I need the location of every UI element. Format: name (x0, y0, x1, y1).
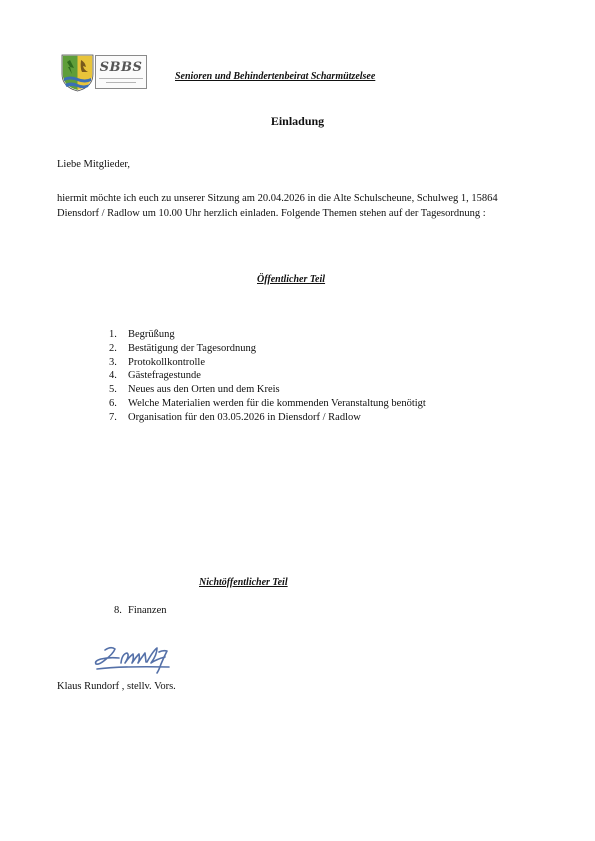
sbbs-logo-text: SBBS (99, 60, 143, 75)
agenda-item-text: Organisation für den 03.05.2026 in Diensdorf / Radlow (128, 411, 361, 423)
public-agenda-list (109, 328, 549, 425)
public-section-heading: Öffentlicher Teil (257, 274, 326, 285)
agenda-item-text: Neues aus den Orten und dem Kreis (128, 384, 280, 396)
invitation-body: hiermit möchte ich euch zu unserer Sitzung am 20.04.2026 in die Alte Schulscheune, Schulweg 1, 15864 Diensdorf / Radlow um 10.00 Uhr herzlich einladen. Folgende Themen stehen auf der Tagesordnung : (57, 193, 498, 219)
agenda-item-number: 7. (109, 411, 117, 423)
agenda-item-number: 5. (109, 384, 117, 396)
agenda-item (109, 411, 549, 425)
agenda-item (109, 356, 549, 370)
agenda-item-text: Bestätigung der Tagesordnung (128, 342, 256, 354)
agenda-item-number: 2. (109, 342, 117, 354)
document-title: Einladung (270, 114, 325, 128)
agenda-item-text: Gästefragestunde (128, 370, 201, 382)
agenda-item (109, 369, 549, 383)
sbbs-logo (95, 55, 147, 89)
agenda-item (109, 383, 549, 397)
agenda-item-text: Welche Materialien werden für die kommenden Veranstaltung benötigt (128, 397, 426, 409)
agenda-item-number: 6. (109, 397, 117, 409)
handwritten-signature (91, 642, 177, 676)
agenda-item-number: 8. (114, 605, 122, 616)
agenda-item-number: 4. (109, 370, 117, 382)
agenda-item-number: 3. (109, 356, 117, 368)
greeting: Liebe Mitglieder, (57, 159, 131, 170)
municipal-crest-icon (61, 54, 94, 92)
agenda-item (109, 342, 549, 356)
organization-title: Senioren und Behindertenbeirat Scharmützelsee (175, 71, 376, 82)
logo-subline (99, 78, 143, 79)
private-section-heading: Nichtöffentlicher Teil (199, 577, 288, 588)
agenda-item-number: 1. (109, 329, 117, 340)
agenda-item (114, 605, 167, 616)
agenda-item-text: Begrüßung (128, 329, 175, 340)
agenda-item (109, 328, 549, 342)
signer-name: Klaus Rundorf , stellv. Vors. (57, 681, 176, 692)
header-logos (61, 54, 149, 92)
logo-subline (106, 82, 136, 83)
agenda-item-text: Protokollkontrolle (128, 356, 205, 368)
agenda-item (109, 397, 549, 411)
agenda-item-text: Finanzen (128, 605, 167, 616)
